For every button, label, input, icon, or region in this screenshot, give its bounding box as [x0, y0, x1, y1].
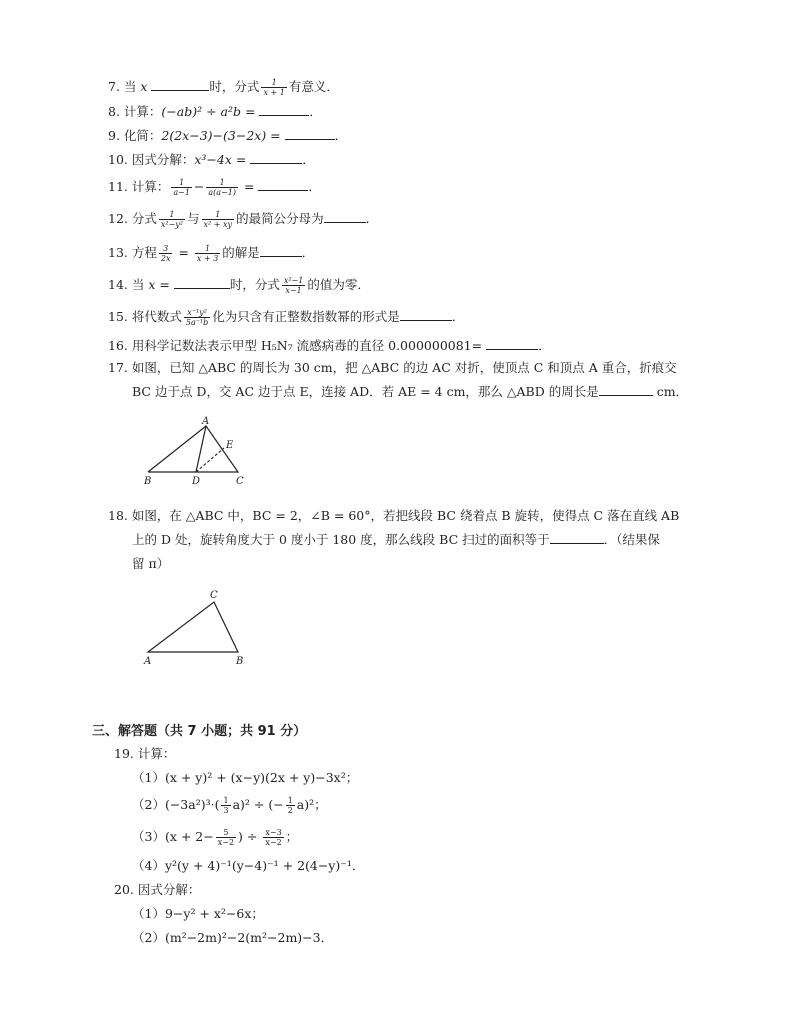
question-17-line-1: 17. 如图，已知 △ABC 的周长为 30 cm，把 △ABC 的边 AC 对折，使顶点 C 和顶点 A 重合，折痕交: [108, 360, 677, 375]
q8-expression: (−ab)² ÷ a²b =: [161, 104, 260, 119]
q18-answer-blank[interactable]: [550, 532, 604, 544]
q7-var: x: [140, 79, 148, 94]
question-8: [108, 104, 322, 120]
q14-answer-blank[interactable]: [174, 277, 230, 289]
q19-p3-fraction-1: $\frac{5}{x-2}$: [217, 828, 235, 847]
q11-fraction-2: $\frac{1}{a(a-1)}$: [208, 178, 236, 197]
q15-text: 化为只含有正整数指数幂的形式是: [212, 309, 400, 324]
q9-answer-blank[interactable]: [285, 128, 335, 140]
q15-end: ．: [451, 309, 465, 324]
q9-label: 9. 化简：: [108, 128, 162, 143]
q14-label: 14. 当: [108, 277, 149, 292]
q17-label-a: A: [202, 416, 210, 427]
question-9: [108, 128, 347, 144]
q8-answer-blank[interactable]: [259, 104, 309, 116]
q20-part-1: （1）9−y² + x²−6x；: [132, 906, 264, 921]
q9-expression: 2(2x−3)−(3−2x) =: [161, 128, 285, 143]
q18-label-c: C: [210, 590, 218, 601]
q15-answer-blank[interactable]: [400, 309, 452, 321]
question-19-title: 19. 计算：: [114, 746, 176, 761]
q16-answer-blank[interactable]: [486, 338, 538, 350]
question-16: [108, 338, 551, 354]
q11-end: ．: [308, 179, 321, 194]
q7-text-a: 7. 当: [108, 79, 141, 94]
q13-equals: =: [174, 245, 193, 260]
q19-part-4: （4）y²(y + 4)⁻¹(y−4)⁻¹ + 2(4−y)⁻¹．: [132, 858, 365, 873]
question-14: [108, 276, 370, 295]
q15-fraction: $\frac{\text{x⁻¹y²}}{\text{5a⁻¹b}}$: [185, 308, 209, 327]
q12-fraction-2: $\frac{1}{\text{x² + xy}}$: [203, 210, 233, 229]
q14-var: x =: [148, 277, 174, 292]
q16-text: 16. 用科学记数法表示甲型 H₅N₇ 流感病毒的直径 0.000000081=: [108, 338, 487, 353]
q19-part-2: （2）(−3a²)³·( $\frac{1}{3}$ a)² ÷ (− $\frac{1}{2}$ a)²；: [132, 796, 327, 815]
q10-end: ．: [302, 152, 315, 167]
q15-label: 15. 将代数式: [108, 309, 182, 324]
q18-triangle-figure: [138, 586, 258, 668]
q9-end: ．: [334, 128, 348, 143]
q19-p3-fraction-2: $\frac{x-3}{x-2}$: [265, 828, 282, 847]
question-15: [108, 308, 464, 327]
q17-end: cm．: [652, 384, 689, 399]
q13-end: ．: [301, 245, 315, 260]
question-10: [108, 152, 315, 168]
q10-answer-blank[interactable]: [250, 152, 302, 164]
q16-end: ．: [538, 338, 551, 353]
q13-label: 13. 方程: [108, 245, 157, 260]
q17-label-e: E: [226, 440, 234, 451]
q12-answer-blank[interactable]: [324, 211, 366, 223]
q19-part-3: （3）(x + 2− $\frac{5}{x-2}$ ) ÷ $\frac{x-3}{x-2}$ ；: [132, 828, 299, 847]
q19-p2-fraction-1: $\frac{1}{3}$: [223, 796, 229, 815]
question-18-line-2: [132, 532, 660, 548]
q7-text-c: 有意义．: [288, 79, 339, 94]
q17-label-c: C: [236, 476, 244, 487]
q8-label: 8. 计算：: [108, 104, 162, 119]
q11-label: 11. 计算：: [108, 179, 170, 194]
question-11: [108, 178, 321, 197]
question-7: [108, 78, 339, 97]
q10-expression: x³−4x =: [194, 152, 251, 167]
question-18-line-1: 18. 如图，在 △ABC 中，BC = 2，∠B = 60°，若把线段 BC 绕着点 B 旋转，使得点 C 落在直线 AB: [108, 508, 680, 523]
question-18-line-3: 留 π）: [132, 556, 170, 571]
q14-fraction: $\frac{\text{x²−1}}{x-1}$: [283, 276, 304, 295]
q12-label: 12. 分式: [108, 211, 157, 226]
q19-p2-fraction-2: $\frac{1}{2}$: [287, 796, 293, 815]
q11-minus: −: [193, 179, 205, 194]
section-heading: 三、解答题（共 7 小题；共 91 分）: [92, 724, 307, 739]
q11-answer-blank[interactable]: [258, 179, 308, 191]
q17-triangle-abc: [148, 426, 238, 472]
q19-part-1: （1）(x + y)² + (x−y)(2x + y)−3x²；: [132, 770, 359, 785]
q14-text-c: 的值为零．: [307, 277, 370, 292]
q18-label-b: B: [236, 656, 244, 667]
q17-label-d: D: [192, 476, 201, 487]
q8-end: ．: [309, 104, 322, 119]
q12-end: ．: [365, 211, 379, 226]
q13-fraction-2: $\frac{1}{x + 3}$: [196, 244, 219, 263]
q11-equals: =: [239, 179, 259, 194]
q7-fraction: $\frac{1}{x + 1}$: [263, 78, 285, 97]
question-13: [108, 244, 314, 263]
question-20-title: 20. 因式分解：: [114, 882, 201, 897]
q13-answer-blank[interactable]: [260, 245, 302, 257]
q7-text-b: 时，分式: [209, 79, 260, 94]
q12-and: 与: [187, 211, 200, 226]
q11-fraction-1: $\frac{1}{a-1}$: [173, 178, 190, 197]
q17-text: BC 边于点 D，交 AC 边于点 E，连接 AD．若 AE = 4 cm，那么 △ABD 的周长是: [132, 384, 599, 399]
q18-end: ．（结果保: [603, 532, 660, 547]
q12-text: 的最简公分母为: [236, 211, 324, 226]
q18-label-a: A: [144, 656, 152, 667]
q18-triangle-abc: [148, 602, 238, 652]
q13-text: 的解是: [222, 245, 260, 260]
q17-label-b: B: [144, 476, 152, 487]
q20-part-2: （2）(m²−2m)²−2(m²−2m)−3．: [132, 930, 334, 945]
q18-text: 上的 D 处，旋转角度大于 0 度小于 180 度，那么线段 BC 扫过的面积等于: [132, 532, 550, 547]
q17-triangle-figure: [138, 414, 258, 490]
question-17-line-2: [132, 384, 688, 400]
q7-answer-blank[interactable]: [151, 79, 209, 91]
q17-answer-blank[interactable]: [599, 384, 653, 396]
question-12: [108, 210, 378, 229]
q10-label: 10. 因式分解：: [108, 152, 195, 167]
q13-fraction-1: $\frac{3}{2x}$: [160, 244, 171, 263]
q14-text-b: 时，分式: [229, 277, 280, 292]
q12-fraction-1: $\frac{1}{\text{x²−y²}}$: [160, 210, 184, 229]
